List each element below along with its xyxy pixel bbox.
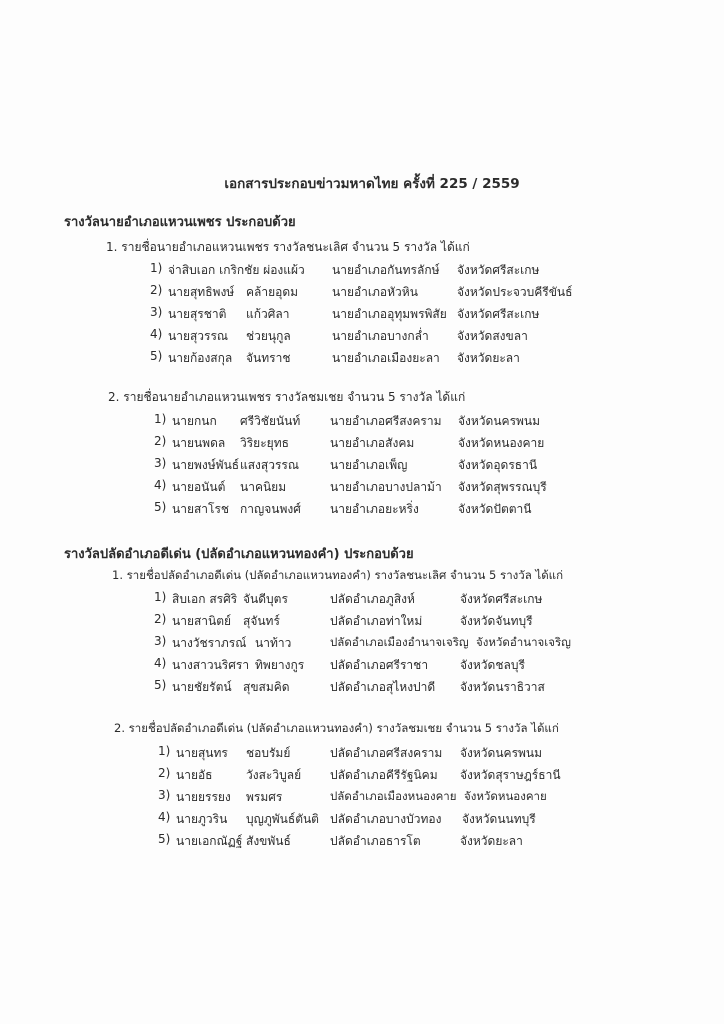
- item-number: 5): [150, 349, 163, 363]
- item-position: ปลัดอำเภอบางบัวทอง: [330, 812, 442, 826]
- item-province: จังหวัดปัตตานี: [458, 502, 532, 516]
- item-surname: ช่วยนุกูล: [246, 329, 291, 343]
- item-number: 2): [154, 434, 167, 448]
- item-position: นายอำเภออุทุมพรพิสัย: [332, 307, 447, 321]
- item-position: ปลัดอำเภอศรีสงคราม: [330, 746, 443, 760]
- item-surname: นาคนิยม: [240, 480, 287, 494]
- group-heading: 2. รายชื่อปลัดอำเภอดีเด่น (ปลัดอำเภอแหวนทองคำ) รางวัลชมเชย จำนวน 5 รางวัล ได้แก่: [114, 721, 559, 735]
- item-position: นายอำเภอศรีสงคราม: [330, 414, 442, 428]
- item-position: นายอำเภอบางปลาม้า: [330, 480, 442, 494]
- item-number: 3): [150, 305, 163, 319]
- item-number: 4): [154, 478, 167, 492]
- item-province: จังหวัดสุราษฎร์ธานี: [460, 768, 561, 782]
- item-position: นายอำเภอเพ็ญ: [330, 458, 408, 472]
- group-heading: 1. รายชื่อปลัดอำเภอดีเด่น (ปลัดอำเภอแหวนทองคำ) รางวัลชนะเลิศ จำนวน 5 รางวัล ได้แก่: [112, 568, 564, 582]
- item-surname: จันดีบุตร: [243, 592, 288, 606]
- item-surname: พรมศร: [246, 790, 283, 804]
- item-name: นายพงษ์พันธ์: [172, 458, 240, 472]
- item-surname: คล้ายอุดม: [246, 285, 299, 299]
- item-surname: บุญภูพันธ์ตันติ: [246, 812, 319, 826]
- item-name: นายนพดล: [172, 436, 226, 450]
- item-number: 1): [150, 261, 163, 275]
- item-province: จังหวัดนครพนม: [458, 414, 541, 428]
- document-title: เอกสารประกอบข่าวมหาดไทย ครั้งที่ 225 / 2559: [224, 176, 520, 192]
- item-number: 3): [158, 788, 171, 802]
- item-position: ปลัดอำเภอเมืองอำนาจเจริญ: [330, 635, 469, 649]
- item-surname: ชอบรัมย์: [246, 746, 291, 760]
- group-heading: 2. รายชื่อนายอำเภอแหวนเพชร รางวัลชมเชย จำนวน 5 รางวัล ได้แก่: [108, 390, 466, 404]
- item-position: นายอำเภอกันทรลักษ์: [332, 263, 440, 277]
- item-name: นายสุวรรณ: [168, 329, 229, 343]
- item-province: จังหวัดยะลา: [457, 351, 520, 365]
- item-province: จังหวัดหนองคาย: [458, 436, 545, 450]
- item-name: จ่าสิบเอก เกริกชัย ผ่องแผ้ว: [168, 263, 305, 277]
- item-position: ปลัดอำเภอธารโต: [330, 834, 421, 848]
- item-number: 2): [158, 766, 171, 780]
- item-position: ปลัดอำเภอศรีราชา: [330, 658, 429, 672]
- item-province: จังหวัดศรีสะเกษ: [457, 263, 540, 277]
- item-position: ปลัดอำเภอสุไหงปาดี: [330, 680, 436, 694]
- item-number: 4): [158, 810, 171, 824]
- item-name: นางวัชราภรณ์: [172, 636, 247, 650]
- item-surname: แสงสุวรรณ: [240, 458, 300, 472]
- item-number: 1): [154, 590, 167, 604]
- item-number: 2): [150, 283, 163, 297]
- item-position: ปลัดอำเภอเมืองหนองคาย: [330, 789, 457, 803]
- item-surname: จันทราช: [246, 351, 291, 365]
- item-name: นายชัยรัตน์: [172, 680, 232, 694]
- item-surname: วิริยะยุทธ: [240, 436, 289, 450]
- item-surname: สุจันทร์: [243, 614, 280, 628]
- item-position: นายอำเภอยะหริ่ง: [330, 502, 419, 516]
- item-name: นายสุรชาติ: [168, 307, 227, 321]
- section-title-district-chief-award: รางวัลนายอำเภอแหวนเพชร ประกอบด้วย: [64, 215, 296, 230]
- item-surname: ทิพยางกูร: [255, 658, 305, 672]
- item-number: 5): [154, 678, 167, 692]
- item-name: นายก้องสกุล: [168, 351, 233, 365]
- group-heading: 1. รายชื่อนายอำเภอแหวนเพชร รางวัลชนะเลิศ จำนวน 5 รางวัล ได้แก่: [106, 240, 470, 254]
- item-position: นายอำเภอสังคม: [330, 436, 415, 450]
- item-province: จังหวัดสงขลา: [457, 329, 528, 343]
- item-name: นางสาวนริศรา: [172, 658, 250, 672]
- item-name: นายภูวริน: [176, 812, 228, 826]
- item-surname: กาญจนพงศ์: [240, 502, 301, 516]
- item-name: นายยรรยง: [176, 790, 231, 804]
- item-name: นายอนันต์: [172, 480, 226, 494]
- item-province: จังหวัดสุพรรณบุรี: [458, 480, 547, 494]
- item-province: จังหวัดนราธิวาส: [460, 680, 545, 694]
- item-number: 5): [158, 832, 171, 846]
- item-name: นายเอกณัฏฐ์: [176, 834, 243, 848]
- item-name: นายกนก: [172, 414, 217, 428]
- item-name: นายสานิตย์: [172, 614, 232, 628]
- item-province: จังหวัดนนทบุรี: [462, 812, 536, 826]
- item-number: 3): [154, 634, 167, 648]
- item-number: 4): [150, 327, 163, 341]
- item-province: จังหวัดอำนาจเจริญ: [476, 635, 571, 649]
- item-name: นายสาโรช: [172, 502, 230, 516]
- item-province: จังหวัดศรีสะเกษ: [457, 307, 540, 321]
- item-position: นายอำเภอเมืองยะลา: [332, 351, 440, 365]
- item-number: 5): [154, 500, 167, 514]
- item-position: นายอำเภอบางกล่ำ: [332, 329, 429, 343]
- item-position: ปลัดอำเภอคีรีรัฐนิคม: [330, 768, 438, 782]
- item-number: 1): [158, 744, 171, 758]
- item-province: จังหวัดประจวบคีรีขันธ์: [457, 285, 573, 299]
- item-name: นายอัธ: [176, 768, 213, 782]
- item-province: จังหวัดยะลา: [460, 834, 523, 848]
- item-position: ปลัดอำเภอภูสิงห์: [330, 592, 415, 606]
- item-position: ปลัดอำเภอท่าใหม่: [330, 614, 423, 628]
- item-surname: สังขพันธ์: [246, 834, 291, 848]
- item-number: 2): [154, 612, 167, 626]
- item-province: จังหวัดศรีสะเกษ: [460, 592, 543, 606]
- item-province: จังหวัดนครพนม: [460, 746, 543, 760]
- section-title-deputy-district-chief-award: รางวัลปลัดอำเภอดีเด่น (ปลัดอำเภอแหวนทองคำ) ประกอบด้วย: [64, 547, 414, 562]
- item-surname: ศรีวิชัยนันท์: [240, 414, 301, 428]
- item-number: 1): [154, 412, 167, 426]
- item-surname: นาท้าว: [255, 636, 292, 650]
- item-surname: แก้วศิลา: [246, 307, 290, 321]
- item-number: 3): [154, 456, 167, 470]
- item-surname: วังสะวิบูลย์: [246, 768, 302, 782]
- item-name: สิบเอก สรศิริ: [172, 592, 238, 606]
- item-position: นายอำเภอหัวหิน: [332, 285, 418, 299]
- item-name: นายสุนทร: [176, 746, 228, 760]
- item-province: จังหวัดอุดรธานี: [458, 458, 538, 472]
- item-number: 4): [154, 656, 167, 670]
- item-province: จังหวัดจันทบุรี: [460, 614, 533, 628]
- item-name: นายสุทธิพงษ์: [168, 285, 235, 299]
- item-province: จังหวัดหนองคาย: [464, 789, 547, 803]
- item-surname: สุขสมคิด: [243, 680, 290, 694]
- item-province: จังหวัดชลบุรี: [460, 658, 525, 672]
